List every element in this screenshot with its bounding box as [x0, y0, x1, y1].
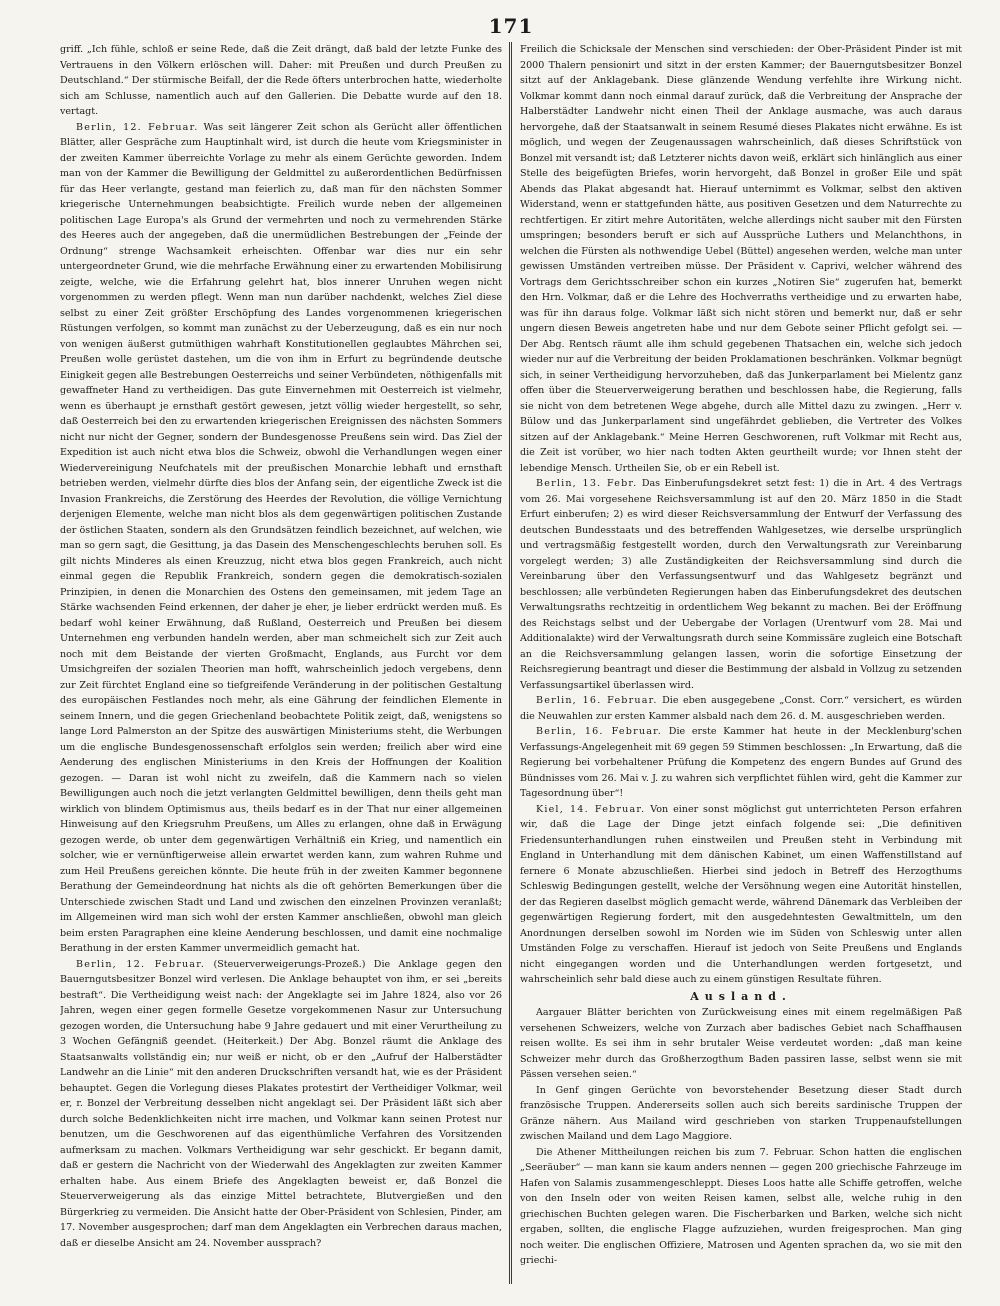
news-item [520, 476, 962, 693]
news-text: (Steuerverweigerungs-Prozeß.) Die Anklage gegen den Bauerngutsbesitzer Bonzel wird verlesen. Die Anklage behauptet von ihm, er sei „bereits bestraft“. Die Vertheidigung weist nach: der Angeklagte sei im Jahre 1824, also vor 26 Jahren, wegen einer gegen formelle Gesetze vorgekommenen Nasur zur Untersuchung gezogen worden, die Untersuchung habe 9 Jahre gedauert und mit einer Verurtheilung zu 3 Wochen Gefängniß geendet. (Heiterkeit.) Der Abg. Bonzel räumt die Anklage des Staatsanwalts vollständig ein; nur weiß er nicht, ob er den „Aufruf der Halberstädter Landwehr an die Linie“ mit den anderen Druckschriften versandt hat, wie es der Präsident behauptet. Gegen die Vorlegung dieses Plakates protestirt der Vertheidiger Volkmar, weil er, r. Bonzel der Verbreitung desselben nicht angeklagt sei. Der Präsident läßt sich aber durch solche Bedenklichkeiten nicht irre machen, und Volkmar kann seinen Protest nur benutzen, um die Geschworenen auf das eigenthümliche Verfahren des Vorsitzenden aufmerksam zu machen. Volkmars Vertheidigung war sehr geschickt. Er begann damit, daß er gestern die Nachricht von der Wiederwahl des Angeklagten zur zweiten Kammer erhalten habe. Aus einem Briefe des Angeklagten beweist er, daß Bonzel die Steuerverweigerung als das einzige Mittel betrachtete, Blutvergießen und den Bürgerkrieg zu vermeiden. Die Ansicht hatte der Ober-Präsident von Schlesien, Pinder, am 17. November ausgesprochen; darf man dem Angeklagten ein Verbrechen daraus machen, daß er dieselbe Ansicht am 24. November aussprach? [60, 958, 502, 1249]
news-text: Die erste Kammer hat heute in der Mecklenburg'schen Verfassungs-Angelegenheit mit 69 gegen 59 Stimmen beschlossen: „In Erwartung, daß die Regierung bei vorbehaltener Prüfung die Kompetenz des engern Bundes auf Grund des Bündnisses vom 26. Mai v. J. zu wahren sich verpflichtet fühlen wird, geht die Kammer zur Tagesordnung über“! [520, 726, 962, 799]
news-text: Von einer sonst möglichst gut unterrichteten Person erfahren wir, daß die Lage der Dinge jetzt einfach folgende sei: „Die definitiven Friedensunterhandlungen ruhen einstweilen und Preußen steht in Verbindung mit England in Unterhandlung mit dem dänischen Kabinet, um einen Waffenstillstand auf fernere 6 Monate abzuschließen. Hierbei sind jedoch in Betreff des Herzogthums Schleswig Bedingungen gestellt, welche der Versöhnung wegen eine Autorität hinstellen, der das Regieren daselbst möglich gemacht werde, während Dänemark das Verbleiben der gegenwärtigen Regierung fordert, mit den ausgedehntesten Gewaltmitteln, um den Anordnungen derselben sowohl im Norden wie im Süden von Schleswig unter allen Umständen Folge zu verschaffen. Hierauf ist jedoch von Seite Preußens und Englands nicht eingegangen worden und die Unterhandlungen werden fortgesetzt, und wahrscheinlich sehr bald diese auch zu einem günstigen Resultate führen. [520, 803, 962, 985]
dateline: Berlin, 13. Febr. [536, 478, 638, 489]
news-item [60, 957, 502, 1252]
two-column-body [60, 42, 962, 1290]
dateline: Kiel, 14. Februar. [536, 803, 646, 815]
paragraph: Die Athener Mittheilungen reichen bis zum 7. Februar. Schon hatten die englischen „Seeräuber“ — man kann sie kaum anders nennen — gegen 200 griechische Fahrzeuge im Hafen von Salamis zusammengeschleppt. Dieses Loos hatte alle Schiffe getroffen, welche von den Inseln oder von weiten Reisen kamen, selbst alle, welche ruhig in den griechischen Buchten gelegen waren. Die Fischerbarken und Barken, welche sich nicht ergaben, sollten, die englische Flagge aufzuziehen, wurden freigesprochen. Man ging noch weiter. Die englischen Offiziere, Matrosen und Agenten sprachen da, wo sie mit den griechi- [520, 1146, 962, 1266]
news-text: Was seit längerer Zeit schon als Gerücht aller öffentlichen Blätter, aller Gespräche zum Hauptinhalt wird, ist durch die heute vom Kriegsminister in der zweiten Kammer überreichte Vorlage zu mehr als einem Gerüchte geworden. Indem man von der Kammer die Bewilligung der Geldmittel zu außerordentlichen Bedürfnissen für das Heer verlangte, gestand man feierlich zu, daß man für den nächsten Sommer kriegerische Unternehmungen beabsichtigte. Freilich wurde neben der allgemeinen politischen Lage Europa's als Grund der vermehrten und noch zu vermehrenden Stärke des Heeres auch der angegeben, daß die unermüdlichen Bestrebungen der „Feinde der Ordnung“ strenge Wachsamkeit erheischten. Offenbar war dies nur ein sehr untergeordneter Grund, wie die mehrfache Erwähnung einer zu erwartenden Mobilisirung zeigte, welche, wie die Erfahrung gelehrt hat, blos innerer Unruhen wegen nicht vorgenommen zu werden pflegt. Wenn man nun darüber nachdenkt, welches Ziel diese selbst zu einer Zeit größter Erschöpfung des Landes vorgenommenen kriegerischen Rüstungen verfolgen, so kommt man zunächst zu der Ueberzeugung, daß es ein nur noch von wenigen äußerst gutmüthigen wahrhaft Konstitutionellen geglaubtes Mährchen sei, Preußen wolle gerüstet dastehen, um die von ihm in Erfurt zu begründende deutsche Einigkeit gegen alle Bestrebungen Oesterreichs und seiner Verbündeten, nöthigenfalls mit gewaffneter Hand zu vertheidigen. Das gute Einvernehmen mit Oesterreich ist vielmehr, wenn es überhaupt je ernsthaft gestört gewesen, jetzt völlig wieder hergestellt, so sehr, daß Oesterreich bei den zu erwartenden kriegerischen Ereignissen des nächsten Sommers nicht nur nicht der Gegner, sondern der Bundesgenosse Preußens sein wird. Das Ziel der Expedition ist auch nicht etwa blos die Schweiz, obwohl die Verhandlungen wegen einer Wiedervereinigung Neufchatels mit der preußischen Monarchie lebhaft und ernsthaft betrieben werden, vielmehr dürfte dies blos der Anfang sein, der eigentliche Zweck ist die Invasion Frankreichs, die Zerstörung des Heerdes der Revolution, die völlige Vernichtung derjenigen Elemente, welche man nicht blos als dem gegenwärtigen politischen Zustande der östlichen Staaten, sondern als den Grundsätzen feindlich bezeichnet, auf welchen, wie man so gern sagt, die Gesittung, ja das Dasein des Menschengeschlechts beruhen soll. Es gilt nichts Minderes als einen Kreuzzug, nicht etwa blos gegen Frankreich, auch nicht einmal gegen die Republik Frankreich, sondern gegen die demokratisch-sozialen Prinzipien, in denen die Monarchien des Ostens den gemeinsamen, mit jedem Tage an Stärke wachsenden Feind erkennen, der daher je eher, je lieber erdrückt werden muß. Es bedarf wohl keiner Erwähnung, daß Rußland, Oesterreich und Preußen bei diesem Unternehmen eng verbunden handeln werden, aber man schmeichelt sich zur Zeit auch noch mit dem Beistande der vierten Großmacht, Englands, aus Furcht vor dem Umsichgreifen der sozialen Theorien man hofft, wahrscheinlich jedoch vergebens, denn zur Zeit fürchtet England eine so tiefgreifende Veränderung in der politischen Gestaltung des europäischen Festlandes noch mehr, als eine Gährung der feindlichen Elemente in seinem Innern, und die gegen Griechenland beobachtete Politik zeigt, daß, wenigstens so lange Lord Palmerston an der Spitze des auswärtigen Ministeriums steht, die Werbungen um die englische Bundesgenossenschaft erfolglos sein werden; freilich aber wird eine Aenderung des englischen Ministeriums in den Kreis der Hoffnungen der Koalition gezogen. — Daran ist wohl nicht zu zweifeln, daß die Kammern nach so vielen Bewilligungen auch noch die jetzt verlangten Geldmittel bewilligen, denn theils geht man wirklich von blindem Optimismus aus, theils bedarf es in der That nur einer allgemeinen Hinweisung auf den Kriegsruhm Preußens, um Alles zu erlangen, ohne daß in Erwägung gezogen werde, ob unter dem gegenwärtigen Verhältniß ein Krieg, und namentlich ein solcher, wie er vernünftigerweise allein erwartet werden kann, zum wahren Ruhme und zum Heil Preußens gereichen könnte. Die heute früh in der zweiten Kammer begonnene Berathung der Gemeindeordnung hat nichts als die oft gehörten Bemerkungen über die Unterschiede zwischen Stadt und Land und zwischen den einzelnen Provinzen veranlaßt; im Allgemeinen wird man sich wohl der ersten Kammer anschließen, obwohl man gleich beim ersten Paragraphen eine kleine Aenderung beschlossen, und damit eine nochmalige Berathung in der ersten Kammer unvermeidlich gemacht hat. [60, 121, 503, 954]
news-text: Das Einberufungsdekret setzt fest: 1) die in Art. 4 des Vertrags vom 26. Mai vorgesehene Reichsversammlung ist auf den 20. März 1850 in die Stadt Erfurt einberufen; 2) es wird dieser Reichsversammlung der Entwurf der Verfassung des deutschen Bundesstaats und des betreffenden Wahlgesetzes, wie derselbe ursprünglich und vertragsmäßig festgestellt worden, durch den Verwaltungsrath zur Vereinbarung vorgelegt werden; 3) alle Zuständigkeiten der Reichsversammlung sind durch die Vereinbarung über den Verfassungsentwurf und das Wahlgesetz begränzt und beschlossen; alle verbündeten Regierungen haben das Einberufungsdekret des deutschen Verwaltungsraths rechtzeitig in ordentlichem Weg bekannt zu machen. Bei der Eröffnung des Reichstags selbst und der Uebergabe der Vorlagen (Urentwurf vom 28. Mai und Additionalakte) wird der Verwaltungsrath durch seine Kommissäre zugleich eine Botschaft an die Reichsversammlung gelangen lassen, worin die sofortige Einsetzung der Reichsregierung beantragt und dieser die Bestimmung der alsbald in Vollzug zu setzenden Verfassungsartikel überlassen wird. [520, 478, 962, 691]
news-item [520, 693, 962, 724]
news-item [60, 120, 502, 957]
news-item [520, 802, 962, 988]
paragraph: Aargauer Blätter berichten von Zurückweisung eines mit einem regelmäßigen Paß versehenen Schweizers, welche von Zurzach aber badisches Gebiet nach Schaffhausen reisen wollte. Es sei ihm in sehr brutaler Weise verdeutet worden: „daß man keine Schweizer mehr durch das Großherzogthum Baden passiren lasse, selbst wenn sie mit Pässen versehen seien.“ [520, 1007, 962, 1080]
paragraph: Freilich die Schicksale der Menschen sind verschieden: der Ober-Präsident Pinder ist mit 2000 Thalern pensionirt und sitzt in der ersten Kammer; der Bauerngutsbesitzer Bonzel sitzt auf der Anklagebank. Diese glänzende Wendung verfehlte ihre Wirkung nicht. Volkmar kommt dann noch einmal darauf zurück, daß die Verbreitung der Ansprache der Halberstädter Landwehr nicht einen Theil der Anklage ausmache, was auch daraus hervorgehe, daß der Staatsanwalt in seinem Resumé dieses Plakates nicht erwähne. Es ist möglich, und wegen der Zeugenaussagen wahrscheinlich, daß dieses Schriftstück von Bonzel mit versandt ist; daß Letzterer nichts davon weiß, erklärt sich hinlänglich aus einer Stelle des beigefügten Briefes, worin hervorgeht, daß Bonzel in großer Eile und spät Abends das Plakat abgesandt hat. Hierauf unternimmt es Volkmar, selbst den aktiven Widerstand, wenn er stattgefunden hätte, aus positiven Gesetzen und dem Naturrechte zu rechtfertigen. Er zitirt mehre Autoritäten, welche allerdings nicht sauber mit den Fürsten umspringen; besonders beruft er sich auf Aussprüche Luthers und Melanchthons, in welchen die Fürsten als nothwendige Uebel (Büttel) angesehen werden, welche man unter gewissen Umständen vertreiben müsse. Der Präsident v. Caprivi, welcher während des Vortrags dem Gerichtsschreiber schon ein kurzes „Notiren Sie“ zugerufen hat, bemerkt den Hrn. Volkmar, daß er die Lehre des Hochverraths vertheidige und zu erwarten habe, was für ihn daraus folge. Volkmar läßt sich nicht stören und bemerkt nur, daß er sehr ungern diesen Beweis angetreten habe und nur dem Gebote seiner Pflicht gefolgt sei. — Der Abg. Rentsch räumt alle ihm schuld gegebenen Thatsachen ein, welche sich jedoch wieder nur auf die Verbreitung der beiden Proklamationen beschränken. Volkmar begnügt sich, in seiner Vertheidigung hervorzuheben, daß das Junkerparlament bei Mielentz ganz offen über die Steuerverweigerung berathen und beschlossen habe, die Regierung, falls sie nicht von dem betretenen Wege abgehe, durch alle Mittel dazu zu zwingen. „Herr v. Bülow und das Junkerparlament sind ungefährdet geblieben, die Vertreter des Volkes sitzen auf der Anklagebank.“ Meine Herren Geschworenen, ruft Volkmar mit Recht aus, die Zeit ist vorüber, wo hier nach todten Akten geurtheilt wurde; vor Ihnen steht der lebendige Mensch. Urtheilen Sie, ob er ein Rebell ist. [520, 44, 962, 474]
dateline: Berlin, 12. Februar. [76, 121, 199, 133]
paragraph: griff. „Ich fühle, schloß er seine Rede, daß die Zeit drängt, daß bald der letzte Funke des Vertrauens in den Völkern erlöschen will. Daher: mit Preußen und durch Preußen zu Deutschland.“ Der stürmische Beifall, der die Rede öfters unterbrochen hatte, wiederholte sich am Schlusse, namentlich auch auf den Gallerien. Die Debatte wurde auf den 18. vertagt. [60, 44, 502, 117]
dateline: Berlin, 16. Februar. [536, 695, 658, 706]
dateline: Berlin, 16. Februar. [536, 726, 663, 737]
page-number: 171 [488, 14, 534, 38]
right-column [511, 42, 962, 1290]
news-text: Die eben ausgegebene „Const. Corr.“ versichert, es würden die Neuwahlen zur ersten Kammer alsbald nach dem 26. d. M. ausgeschrieben werden. [520, 695, 962, 722]
paragraph: In Genf gingen Gerüchte von bevorstehender Besetzung dieser Stadt durch französische Truppen. Andererseits sollen auch sich bereits sardinische Truppen der Gränze nähern. Aus Mailand wird geschrieben von starken Truppenaufstellungen zwischen Mailand und dem Lago Maggiore. [520, 1084, 962, 1142]
left-column [60, 42, 511, 1290]
column-divider [509, 42, 512, 1284]
dateline: Berlin, 12. Februar. [76, 958, 206, 970]
news-item [520, 724, 962, 802]
section-heading: Ausland. [690, 989, 792, 1003]
